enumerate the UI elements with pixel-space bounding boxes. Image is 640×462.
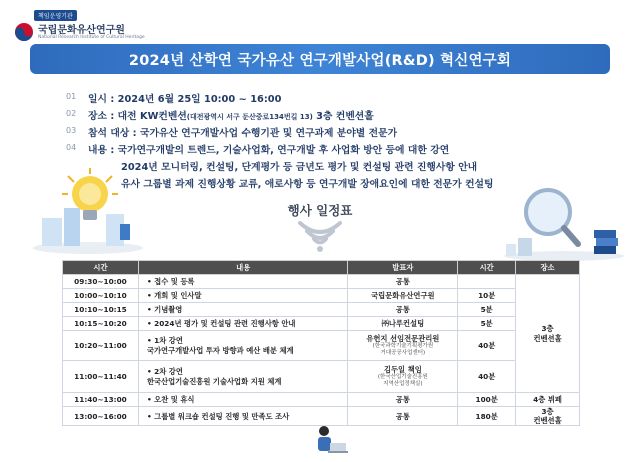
info-number: 04 [66,143,77,152]
row-duration: 10분 [458,289,516,303]
schedule-table [62,260,580,426]
venue-room: 3층 컨벤션홀 [312,111,374,122]
row-time: 10:10~10:15 [63,303,139,317]
venue-address: (대전광역시 서구 둔산중로134번길 13) [186,113,313,121]
agency-badge: 책임운영기관 [34,10,77,21]
venue-last-room: 컨벤션홀 [533,416,562,426]
event-title-banner [30,44,610,74]
presenter-affiliation: (한국과학기술기획평가원 [372,343,434,350]
row-presenter: 공통 [348,407,458,426]
presenter-department: 거대공공사업센터) [380,350,426,357]
table-row [63,407,580,426]
org-name-en: National Research Institute of Cultural Heritage [38,35,145,40]
magnifier-illustration-icon [500,182,628,262]
event-title: 2024년 산학연 국가유산 연구개발사업(R&D) 혁신연구회 [128,52,512,69]
row-presenter: 공통 [348,393,458,407]
row-duration [458,275,516,289]
row-duration: 40분 [458,361,516,393]
presenter-name: 김두일 책임 [383,365,422,375]
presenter-name: 유헌지 선임전문관리원 [366,334,440,344]
venue-main [516,275,580,393]
table-row [63,361,580,393]
row-presenter [348,361,458,393]
row-time: 11:00~11:40 [63,361,139,393]
row-duration: 40분 [458,331,516,361]
row-presenter: 국립문화유산연구원 [348,289,458,303]
row-content: • 그룹별 워크숍 컨설팅 진행 및 만족도 조사 [138,407,348,426]
info-text: 장소 : 대전 KW컨벤션 [88,111,187,122]
taegeuk-emblem-icon [14,22,34,42]
info-text: 내용 : 국가연구개발의 트렌드, 기술사업화, 연구개발 후 사업화 방안 등에 대한 강연 [88,145,450,156]
info-number: 03 [66,126,77,135]
table-row [63,393,580,407]
table-row [63,303,580,317]
org-name: 국립문화유산연구원 [38,25,125,36]
row-duration: 100분 [458,393,516,407]
broadcast-signal-icon [296,219,344,253]
row-time: 09:30~10:00 [63,275,139,289]
row-content: • 기념촬영 [138,303,348,317]
header-duration: 시간 [458,261,516,275]
info-content-line: 유사 그룹별 과제 진행상황 교류, 애로사항 등 연구개발 장애요인에 대한 전문가 컨설팅 [121,179,494,190]
info-number: 02 [66,109,77,118]
row-time: 10:15~10:20 [63,317,139,331]
row-duration: 5분 [458,303,516,317]
row-time: 10:00~10:10 [63,289,139,303]
header-content: 내용 [138,261,348,275]
row-presenter [348,331,458,361]
info-item-date [66,91,586,108]
row-content [138,361,348,393]
info-venue [88,108,374,122]
row-presenter: ㈜나루컨설팅 [348,317,458,331]
row-content [138,331,348,361]
table-header-row [63,261,580,275]
row-content: • 오찬 및 휴식 [138,393,348,407]
venue-main-room: 컨벤션홀 [533,333,562,343]
row-presenter: 공통 [348,303,458,317]
row-content: • 접수 및 등록 [138,275,348,289]
lecture-label: • 2차 강연 [146,367,183,377]
table-row [63,317,580,331]
schedule-title: 행사 일정표 [287,203,353,218]
lecture-label: • 1차 강연 [146,336,183,346]
venue-lunch: 4층 뷔페 [516,393,580,407]
header-presenter: 발표자 [348,261,458,275]
row-content: • 개회 및 인사말 [138,289,348,303]
table-row [63,331,580,361]
info-item-venue [66,108,586,125]
info-item-content [66,142,586,159]
table-row [63,275,580,289]
info-text: 일시 : 2024년 6월 25일 10:00 ~ 16:00 [88,94,282,105]
org-logo [14,10,214,44]
lecture-title: 한국산업기술진흥원 기술사업화 지원 체계 [146,376,282,386]
header-time: 시간 [63,261,139,275]
row-duration: 180분 [458,407,516,426]
table-row [63,289,580,303]
header-venue: 장소 [516,261,580,275]
info-content-line: 2024년 모니터링, 컨설팅, 단계평가 등 금년도 평가 및 컨설팅 관련 진행사항 안내 [121,162,478,173]
info-number: 01 [66,92,77,101]
lecture-title: 국가연구개발사업 투자 방향과 예산 배분 체계 [146,345,294,355]
row-content: • 2024년 평가 및 컨설팅 관련 진행사항 안내 [138,317,348,331]
info-item-attendees [66,125,586,142]
presenter-affiliation: (한국산업기술진흥원 [377,374,428,381]
venue-last-floor: 3층 [541,407,554,416]
info-text: 참석 대상 : 국가유산 연구개발사업 수행기관 및 연구과제 분야별 전문가 [88,128,398,139]
row-time: 11:40~13:00 [63,393,139,407]
venue-main-floor: 3층 [541,324,554,334]
row-presenter: 공통 [348,275,458,289]
person-laptop-illustration-icon [312,425,348,455]
row-duration: 5분 [458,317,516,331]
row-time: 10:20~11:00 [63,331,139,361]
row-time: 13:00~16:00 [63,407,139,426]
presenter-department: 지역산업정책실) [383,381,423,388]
venue-last [516,407,580,426]
